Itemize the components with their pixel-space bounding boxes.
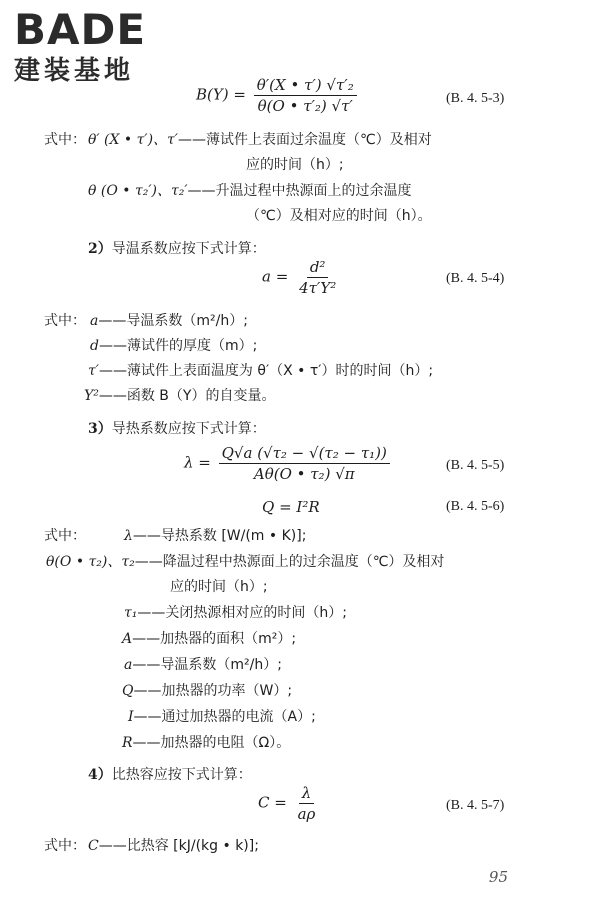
equation-number: (B. 4. 5-6) — [446, 499, 505, 514]
eq-denominator: aρ — [297, 805, 316, 823]
definition-item — [124, 526, 306, 546]
definition-continuation: 应的时间（h）; — [246, 157, 344, 173]
definition-intro: 式中： — [44, 313, 86, 329]
eq-lhs: λ = — [184, 453, 211, 472]
equation-b4-5-7 — [258, 784, 321, 823]
definition-continuation: 应的时间（h）; — [170, 579, 268, 595]
definition-item — [128, 707, 316, 727]
eq-fraction — [254, 76, 357, 115]
definition-intro: 式中： — [44, 528, 86, 544]
definition-term: τ′ — [88, 363, 99, 379]
eq-denominator: 4τ′Y² — [299, 279, 337, 297]
definition-desc: ——比热容 [kJ/(kg • k)]; — [98, 838, 259, 854]
eq-numerator: θ′(X • τ′) √τ′₂ — [254, 76, 357, 96]
definition-desc: ——通过加热器的电流（A）; — [133, 709, 316, 725]
definition-term: Q — [122, 683, 134, 699]
section-heading-4 — [88, 764, 252, 784]
section-number: 2） — [88, 241, 112, 257]
definition-continuation: （℃）及相对应的时间（h）。 — [246, 208, 432, 224]
eq-fraction — [295, 784, 319, 823]
definition-term: Y² — [84, 388, 99, 404]
definition-intro: 式中： — [44, 132, 86, 148]
definition-item — [88, 361, 433, 381]
section-number: 4） — [88, 767, 112, 783]
eq-numerator: λ — [299, 784, 315, 804]
definition-term: d — [90, 338, 99, 354]
definition-item — [122, 629, 296, 649]
definition-desc: ——薄试件上表面过余温度（℃）及相对 — [177, 132, 432, 148]
definition-item — [88, 181, 412, 201]
section-text: 导热系数应按下式计算： — [111, 421, 266, 437]
page-number: 95 — [488, 868, 508, 886]
definition-term: θ′ (X • τ′)、τ′ — [88, 132, 178, 148]
definition-item — [124, 603, 347, 623]
equation-b4-5-6: Q = I²R — [262, 498, 320, 516]
definition-term: τ₁ — [124, 605, 138, 621]
section-text: 比热容应按下式计算： — [111, 767, 252, 783]
definition-desc: ——导温系数（m²/h）; — [98, 313, 248, 329]
eq-lhs: C = — [258, 793, 287, 812]
definition-item — [124, 655, 282, 675]
definition-desc: ——关闭热源相对应的时间（h）; — [137, 605, 347, 621]
definition-item — [122, 733, 290, 753]
definition-item — [122, 681, 292, 701]
logo-wordmark: BADE — [14, 5, 147, 54]
definition-term: a — [90, 313, 99, 329]
definition-term: a — [124, 657, 133, 673]
eq-numerator: Q√a (√τ₂ − √(τ₂ − τ₁)) — [219, 444, 390, 464]
definition-desc: ——薄试件的厚度（m）; — [98, 338, 258, 354]
logo-subtitle: 建装基地 — [14, 56, 135, 86]
definition-desc: ——升温过程中热源面上的过余温度 — [187, 183, 412, 199]
section-number: 3） — [88, 421, 112, 437]
definition-term: θ (O • τ₂′)、τ₂′ — [88, 183, 188, 199]
definition-desc: ——加热器的面积（m²）; — [132, 631, 297, 647]
definition-item — [88, 130, 432, 150]
eq-denominator: Aθ(O • τ₂) √π — [253, 465, 355, 483]
equation-number: (B. 4. 5-3) — [446, 91, 505, 106]
section-text: 导温系数应按下式计算： — [111, 241, 266, 257]
definition-item — [46, 552, 444, 572]
definition-term: A — [122, 631, 133, 647]
eq-lhs: B(Y) = — [196, 85, 246, 104]
equation-number: (B. 4. 5-7) — [446, 798, 505, 813]
eq-lhs: a = — [262, 267, 289, 286]
definition-term: λ — [124, 528, 133, 544]
equation-b4-5-4 — [262, 258, 342, 297]
equation-b4-5-3 — [196, 76, 360, 115]
eq-fraction — [296, 258, 339, 297]
definition-item — [90, 336, 257, 356]
equation-number: (B. 4. 5-4) — [446, 271, 505, 286]
definition-item — [88, 836, 259, 856]
definition-desc: ——加热器的电阻（Ω）。 — [132, 735, 291, 751]
equation-b4-5-5 — [184, 444, 393, 483]
eq-fraction — [219, 444, 390, 483]
section-heading-3 — [88, 418, 266, 438]
definition-term: R — [122, 735, 133, 751]
definition-desc: ——加热器的功率（W）; — [133, 683, 293, 699]
eq-numerator: d² — [307, 258, 329, 278]
definition-desc: ——导温系数（m²/h）; — [132, 657, 282, 673]
definition-term: C — [88, 838, 99, 854]
section-heading-2 — [88, 238, 266, 258]
definition-term: I — [128, 709, 134, 725]
equation-number: (B. 4. 5-5) — [446, 458, 505, 473]
definition-item — [90, 311, 248, 331]
definition-term: θ(O • τ₂)、τ₂ — [46, 554, 135, 570]
eq-denominator: θ(O • τ′₂) √τ′ — [257, 97, 353, 115]
definition-item — [84, 386, 275, 406]
definition-desc: ——降温过程中热源面上的过余温度（℃）及相对 — [134, 554, 445, 570]
definition-desc: ——薄试件上表面温度为 θ′（X • τ′）时的时间（h）; — [98, 363, 434, 379]
definition-intro: 式中： — [44, 838, 86, 854]
definition-desc: ——导热系数 [W/(m • K)]; — [132, 528, 307, 544]
definition-desc: ——函数 B（Y）的自变量。 — [98, 388, 276, 404]
